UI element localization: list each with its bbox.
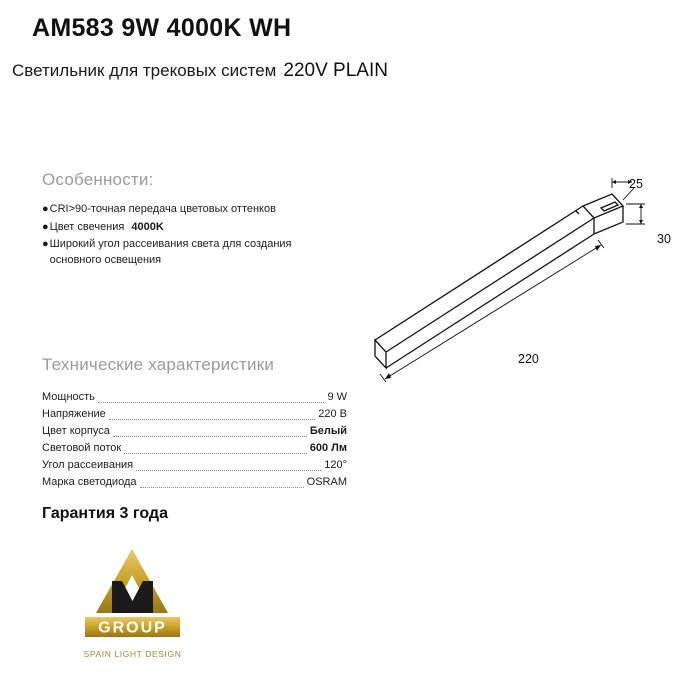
specs-heading: Технические характеристики [42, 355, 275, 374]
spec-value: 9 W [327, 391, 347, 403]
spec-row [42, 389, 347, 406]
brand-logo [60, 545, 205, 670]
spec-label: Угол рассеивания [42, 459, 134, 471]
feature-text: Цвет свечения [49, 220, 125, 233]
product-drawing [340, 160, 680, 420]
features-block [42, 170, 342, 270]
feature-value: 4000K [131, 220, 164, 233]
subtitle-accent: 220V PLAIN [283, 60, 388, 81]
spec-value: 120° [324, 459, 347, 471]
feature-text: Широкий угол рассеивания света для создания основного освещения [49, 238, 292, 266]
drawing-svg [340, 160, 680, 420]
feature-item [42, 202, 342, 218]
feature-item [42, 220, 342, 236]
logo-tagline: SPAIN LIGHT DESIGN [83, 649, 182, 659]
spec-leader [136, 469, 321, 471]
bullet-icon: ● [42, 238, 49, 251]
spec-value: 600 Лм [309, 442, 347, 454]
spec-label: Марка светодиода [42, 476, 137, 488]
features-heading: Особенности: [42, 170, 154, 189]
spec-leader [140, 486, 304, 488]
svg-text:GROUP: GROUP [98, 619, 167, 637]
feature-item [42, 237, 342, 268]
subtitle-main: Светильник для трековых систем [12, 61, 277, 80]
spec-row [42, 406, 347, 423]
bullet-icon: ● [42, 203, 49, 215]
spec-row [42, 423, 347, 440]
dimension-height-label: 30 [657, 232, 671, 246]
specs-block [42, 355, 347, 491]
logo-mark-icon [60, 545, 205, 645]
spec-value: OSRAM [306, 476, 347, 488]
spec-value: Белый [309, 425, 347, 437]
page-title: AM583 9W 4000K WH [32, 14, 292, 42]
spec-leader [109, 418, 315, 420]
spec-leader [124, 452, 307, 454]
spec-label: Световой поток [42, 442, 122, 454]
spec-label: Мощность [42, 391, 95, 403]
page-subtitle [12, 60, 388, 82]
spec-row [42, 440, 347, 457]
spec-label: Напряжение [42, 408, 106, 420]
warranty-text: Гарантия 3 года [42, 505, 168, 522]
bullet-icon: ● [42, 220, 49, 233]
dimension-length-label: 220 [518, 352, 539, 366]
spec-label: Цвет корпуса [42, 425, 110, 437]
spec-row [42, 457, 347, 474]
spec-leader [98, 401, 325, 403]
dimension-width-label: 25 [629, 177, 643, 191]
spec-value: 220 В [318, 408, 347, 420]
spec-leader [113, 435, 307, 437]
spec-row [42, 474, 347, 491]
feature-text: CRI>90-точная передача цветовых оттенков [49, 203, 276, 215]
